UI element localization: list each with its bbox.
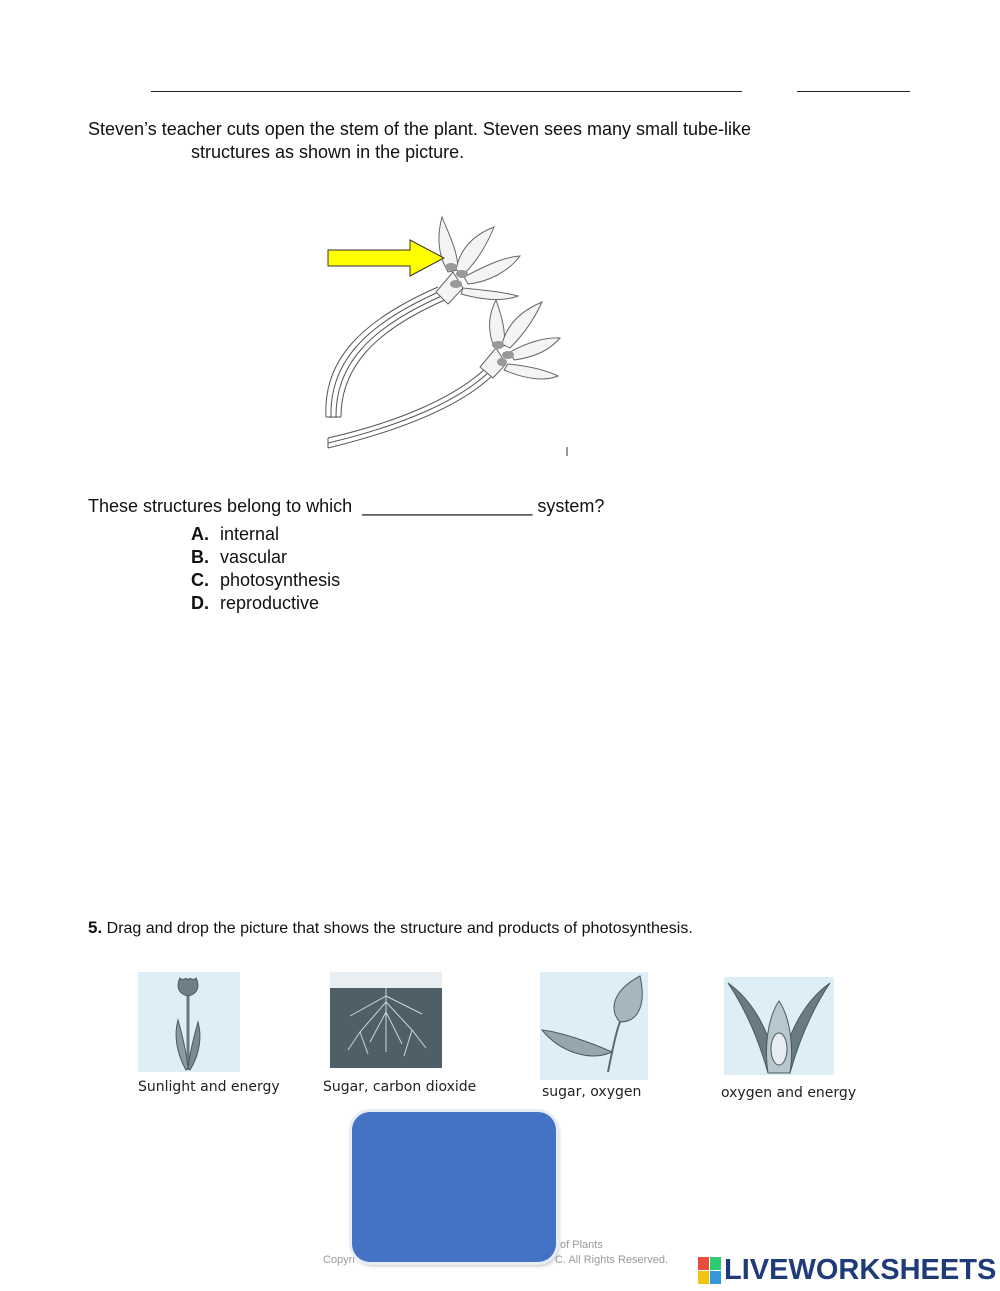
footer-line2-right: C. All Rights Reserved. — [555, 1254, 669, 1266]
brand-name: LIVEWORKSHEETS — [724, 1254, 997, 1286]
question5-number: 5. — [88, 918, 103, 937]
question-intro-line2: structures as shown in the picture. — [191, 142, 465, 162]
option-c-letter: C. — [191, 570, 209, 590]
option-a-text: internal — [220, 524, 280, 544]
option-c[interactable] — [191, 569, 340, 592]
card-caption-3: sugar, oxygen — [542, 1084, 642, 1100]
option-a[interactable] — [191, 523, 279, 546]
option-d-letter: D. — [191, 593, 209, 613]
name-line — [151, 91, 742, 92]
question-prompt — [88, 495, 604, 518]
card-roots[interactable] — [330, 972, 442, 1068]
footer-line1: of Plants — [560, 1239, 603, 1251]
leaves-icon — [540, 972, 648, 1080]
option-d[interactable] — [191, 592, 319, 615]
question5-prompt — [88, 917, 693, 939]
option-b-letter: B. — [191, 547, 209, 567]
date-line — [797, 91, 910, 92]
liveworksheets-logo-icon — [698, 1257, 722, 1285]
answer-blank[interactable]: _________________ — [362, 496, 533, 516]
option-b[interactable] — [191, 546, 287, 569]
question5-text: Drag and drop the picture that shows the structure and products of photosynthesis. — [106, 920, 693, 937]
answer-drop-zone[interactable] — [352, 1112, 556, 1262]
tulip-icon — [138, 972, 240, 1072]
footer-line2-left: Copyri — [323, 1254, 355, 1266]
question-intro-line1: Steven’s teacher cuts open the stem of the plant. Steven sees many small tube-like — [88, 119, 752, 139]
card-caption-4: oxygen and energy — [721, 1085, 857, 1101]
card-caption-1: Sunlight and energy — [138, 1079, 280, 1095]
card-seed[interactable] — [724, 977, 834, 1075]
card-leaves[interactable] — [540, 972, 648, 1080]
card-caption-2: Sugar, carbon dioxide — [323, 1079, 477, 1095]
liveworksheets-logo — [698, 1254, 996, 1287]
option-d-text: reproductive — [220, 593, 320, 613]
option-a-letter: A. — [191, 524, 209, 544]
card-tulip[interactable] — [138, 972, 240, 1072]
option-b-text: vascular — [220, 547, 288, 567]
plant-stem-illustration — [318, 212, 578, 462]
roots-icon — [330, 972, 442, 1068]
prompt-end: system? — [537, 496, 605, 516]
seed-cross-section-icon — [724, 977, 834, 1075]
option-c-text: photosynthesis — [220, 570, 341, 590]
prompt-start: These structures belong to which — [88, 496, 353, 516]
